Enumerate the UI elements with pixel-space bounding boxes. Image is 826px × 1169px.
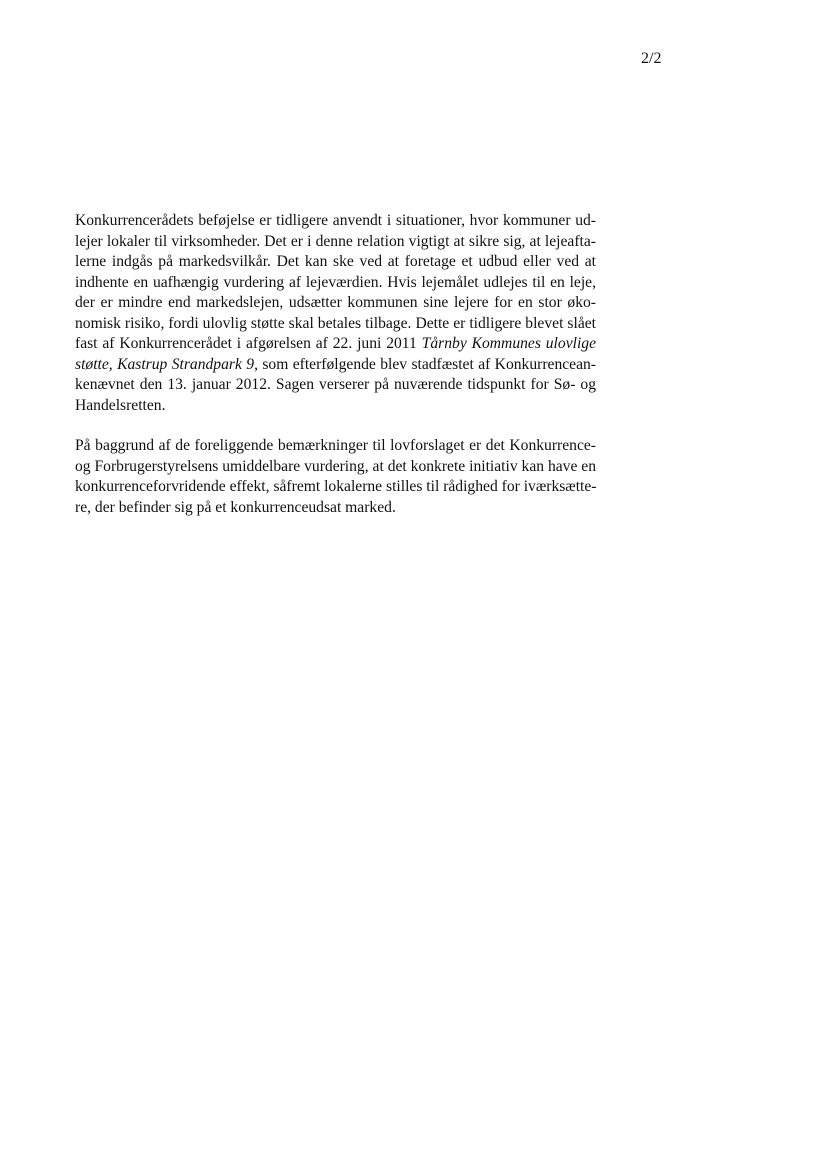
text-line: indhente en uafhængig vurdering af lejeværdien. Hvis lejemålet udlejes til en leje, [75,273,596,291]
text-line: der er mindre end markedslejen, udsætter kommunen sine lejere for en stor øko- [75,294,596,311]
text-segment: fast af Konkurrencerådet i afgørelsen af 22. juni 2011 [75,335,422,352]
text-line: lejer lokaler til virksomheder. Det er i denne relation vigtigt at sikre sig, at lejeafta- [75,232,596,250]
text-line [75,355,596,376]
text-line: På baggrund af de foreliggende bemærkninger til lovforslaget er det Konkurrence- [75,437,596,454]
text-line [75,334,596,355]
text-line: og Forbrugerstyrelsens umiddelbare vurdering, at det konkrete initiativ kan have en [75,457,596,475]
text-line: re, der befinder sig på et konkurrenceudsat marked. [75,498,396,516]
text-line: Handelsretten. [75,396,166,414]
text-segment: , som efterfølgende blev stadfæstet af Konkurrencean- [254,355,596,373]
text-line: lerne indgås på markedsvilkår. Det kan ske ved at foretage et udbud eller ved at [75,253,596,270]
page-number: 2/2 [641,50,662,67]
text-line: konkurrenceforvridende effekt, såfremt lokalerne stilles til rådighed for iværksætte- [75,478,597,495]
case-title-italic: Tårnby Kommunes ulovlige [421,335,596,352]
text-line: nomisk risiko, fordi ulovlig støtte skal betales tilbage. Dette er tidligere blevet slået [75,314,596,332]
paragraph-konkurrenceraadet [75,211,596,416]
text-line: kenævnet den 13. januar 2012. Sagen verserer på nuværende tidspunkt for Sø- og [75,376,596,393]
text-line: Konkurrencerådets beføjelse er tidligere anvendt i situationer, hvor kommuner ud- [75,212,596,229]
document-body [75,211,596,518]
case-title-italic: støtte, Kastrup Strandpark 9 [75,355,255,373]
paragraph-vurdering [75,436,596,518]
